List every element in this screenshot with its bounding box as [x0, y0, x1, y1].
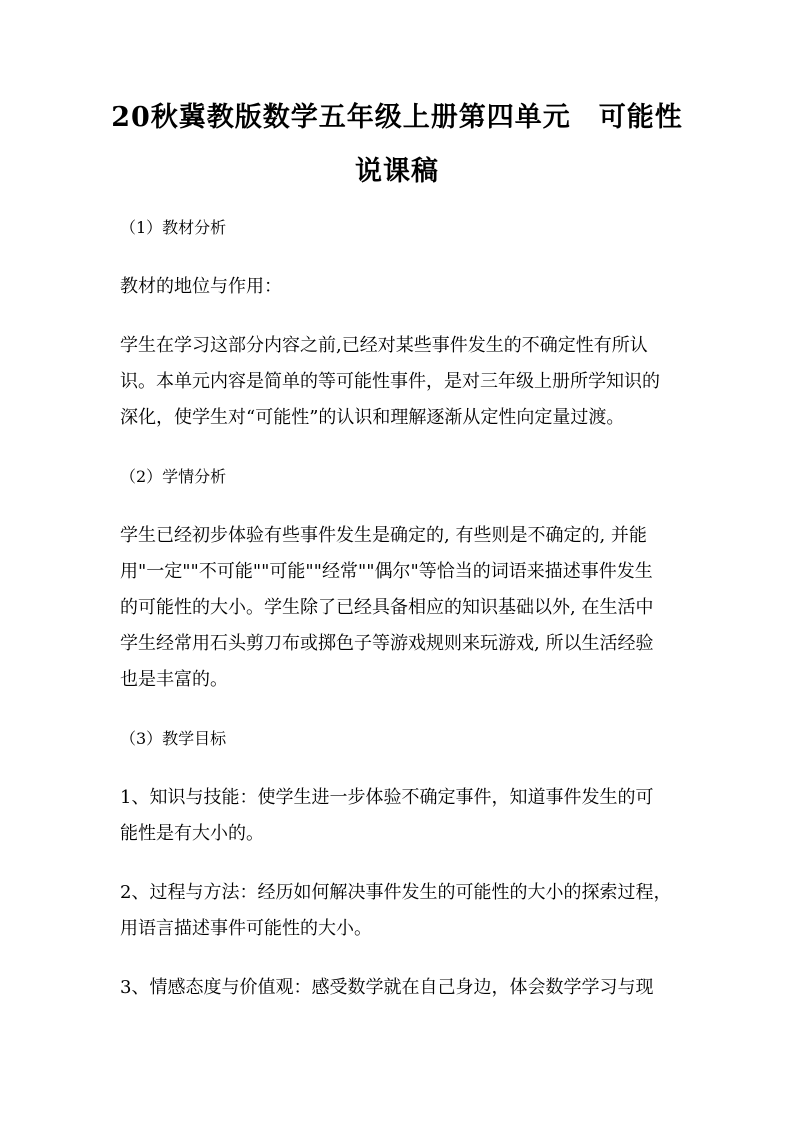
text-line: 能性是有大小的。: [120, 823, 264, 844]
text-line: 教材的地位与作用：: [120, 276, 282, 297]
text-line: 深化，使学生对“可能性”的认识和理解逐渐从定性向定量过渡。: [120, 407, 625, 428]
text-line: 2、过程与方法：经历如何解决事件发生的可能性的大小的探索过程，: [120, 882, 672, 903]
paragraph-goal-attitude: [120, 970, 680, 1006]
document-body: [120, 210, 680, 1029]
paragraph-textbook-role: [120, 328, 680, 436]
paragraph-student-analysis: [120, 518, 680, 698]
paragraph-goal-knowledge: [120, 780, 680, 852]
title-topic: 可能性: [598, 102, 683, 133]
section-heading-textbook-analysis: （1）教材分析: [120, 218, 227, 237]
text-line: 学生在学习这部分内容之前,已经对某些事件发生的不确定性有所认: [120, 335, 648, 356]
document-subtitle: 说课稿: [355, 156, 439, 187]
text-line: 也是丰富的。: [120, 669, 228, 690]
section-heading-student-analysis: （2）学情分析: [120, 467, 227, 486]
text-line: 用语言描述事件可能性的大小。: [120, 918, 372, 939]
paragraph-role-label: [120, 269, 680, 305]
text-line: 学生已经初步体验有些事件发生是确定的, 有些则是不确定的, 并能: [120, 525, 647, 546]
text-line: 学生经常用石头剪刀布或掷色子等游戏规则来玩游戏, 所以生活经验: [120, 633, 654, 654]
text-line: 的可能性的大小。学生除了已经具备相应的知识基础以外, 在生活中: [120, 597, 654, 618]
title-main: 20秋冀教版数学五年级上册第四单元: [111, 102, 571, 133]
text-line: 识。本单元内容是简单的等可能性事件，是对三年级上册所学知识的: [120, 371, 660, 392]
text-line: 1、知识与技能：使学生进一步体验不确定事件，知道事件发生的可: [120, 787, 654, 808]
text-line: 用"一定""不可能""可能""经常""偶尔"等恰当的词语来描述事件发生: [120, 561, 653, 582]
paragraph-goal-process: [120, 875, 680, 947]
document-title: [0, 100, 794, 136]
text-line: 3、情感态度与价值观：感受数学就在自己身边，体会数学学习与现: [120, 977, 654, 998]
section-heading-teaching-goals: （3）教学目标: [120, 729, 227, 748]
